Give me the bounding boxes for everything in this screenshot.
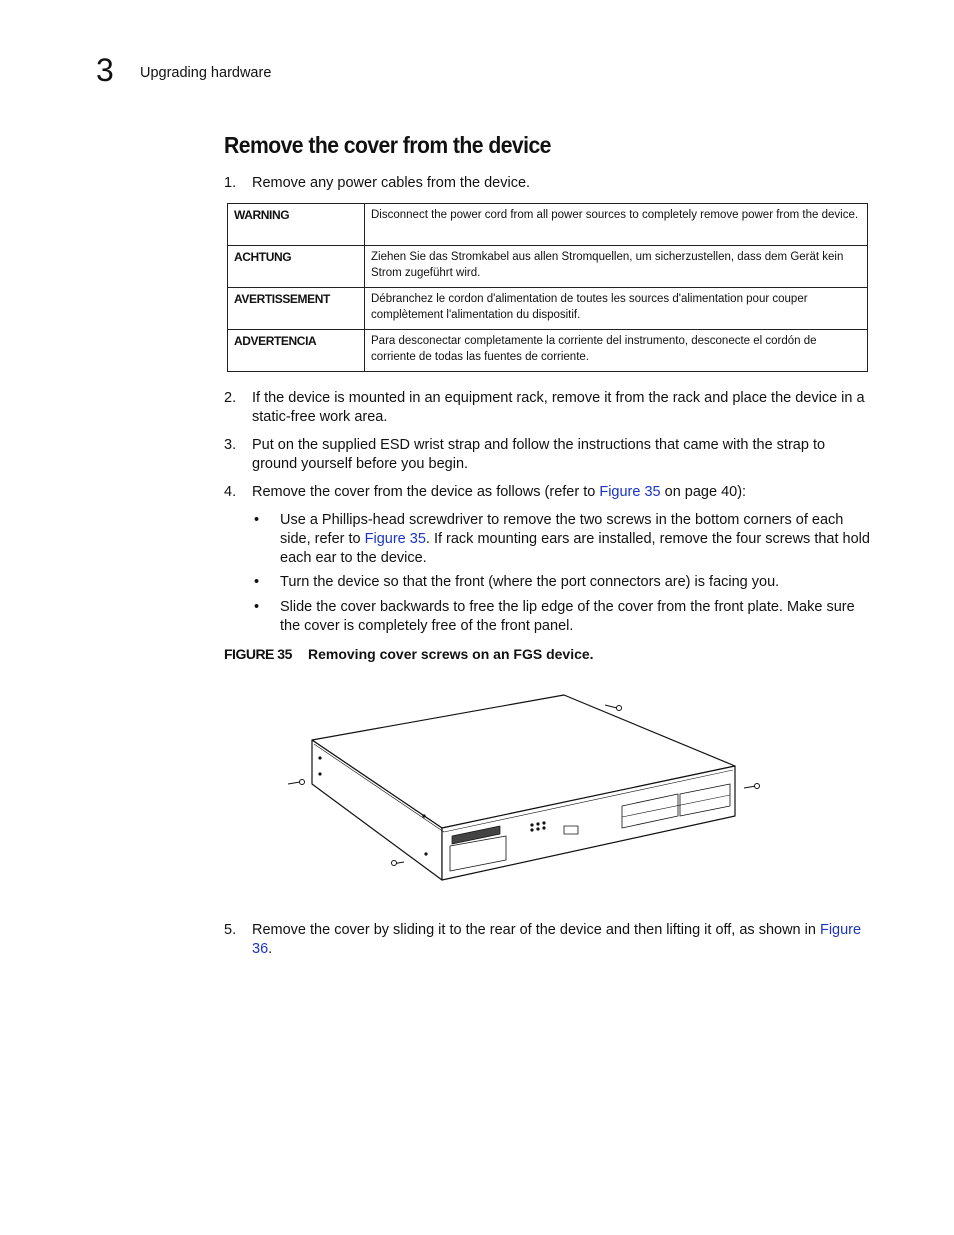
screw-icon: [392, 861, 405, 866]
step-number: 5.: [224, 922, 237, 938]
figure-caption: Removing cover screws on an FGS device.: [308, 646, 594, 662]
device-illustration: [280, 688, 770, 888]
bullet-text: Turn the device so that the front (where the port connectors are) is facing you.: [280, 574, 780, 590]
bullet-item: [254, 573, 874, 593]
bullet-text: Use a Phillips-head screwdriver to remove the two screws in the bottom corners of each side, refer to Figure 35. If rack mounting ears are installed, remove the four screws that hold each ear to the device.: [280, 512, 870, 566]
bullet-item: [254, 598, 874, 638]
warning-label: ADVERTENCIA: [228, 330, 365, 372]
chapter-number: 3: [96, 52, 114, 88]
bullet-item: [254, 511, 874, 569]
warning-text: Ziehen Sie das Stromkabel aus allen Stromquellen, um sicherzustellen, dass dem Gerät kein Strom zugeführt wird.: [365, 246, 868, 288]
step-text: Remove the cover by sliding it to the rear of the device and then lifting it off, as shown in Figure 36.: [252, 922, 862, 957]
warning-text: Débranchez le cordon d'alimentation de toutes les sources d'alimentation pour couper complètement l'alimentation du dispositif.: [365, 288, 868, 330]
step-number: 2.: [224, 390, 237, 406]
warning-label: WARNING: [228, 204, 365, 246]
table-row: [228, 204, 868, 246]
step-number: 4.: [224, 484, 237, 500]
figure-35-link[interactable]: Figure 35: [599, 484, 661, 500]
warning-text: Para desconectar completamente la corriente del instrumento, desconecte el cordón de corriente de todas las fuentes de corriente.: [365, 330, 868, 372]
table-row: [228, 330, 868, 372]
bullet-icon: •: [254, 599, 260, 615]
safety-warning-table: [227, 203, 868, 372]
bullet-icon: •: [254, 512, 260, 528]
step-5: [224, 921, 874, 961]
step-1: [224, 174, 874, 194]
warning-text: Disconnect the power cord from all power sources to completely remove power from the device.: [365, 204, 868, 246]
bullet-text: Slide the cover backwards to free the lip edge of the cover from the front plate. Make sure the cover is completely free of the front panel.: [280, 599, 855, 634]
step-number: 3.: [224, 437, 237, 453]
figure-label: FIGURE 35: [224, 646, 292, 662]
screw-icon: [605, 705, 622, 711]
step-2: [224, 389, 874, 429]
warning-label: AVERTISSEMENT: [228, 288, 365, 330]
screw-icon: [744, 784, 760, 789]
table-row: [228, 246, 868, 288]
table-row: [228, 288, 868, 330]
step-number: 1.: [224, 175, 237, 191]
figure-35-link[interactable]: Figure 35: [364, 531, 426, 547]
step-text: Remove the cover from the device as follows (refer to Figure 35 on page 40):: [252, 484, 747, 500]
step-text: Put on the supplied ESD wrist strap and follow the instructions that came with the strap to ground yourself before you begin.: [252, 437, 826, 472]
figure-36-link[interactable]: Figure 36: [252, 922, 862, 957]
section-title: Remove the cover from the device: [224, 132, 551, 158]
step-3: [224, 436, 874, 476]
step-4: [224, 483, 874, 503]
bullet-icon: •: [254, 574, 260, 590]
chapter-title: Upgrading hardware: [140, 65, 272, 81]
step-text: Remove any power cables from the device.: [252, 175, 531, 191]
step-text: If the device is mounted in an equipment rack, remove it from the rack and place the device in a static-free work area.: [252, 390, 865, 425]
warning-label: ACHTUNG: [228, 246, 365, 288]
screw-icon: [288, 780, 305, 785]
